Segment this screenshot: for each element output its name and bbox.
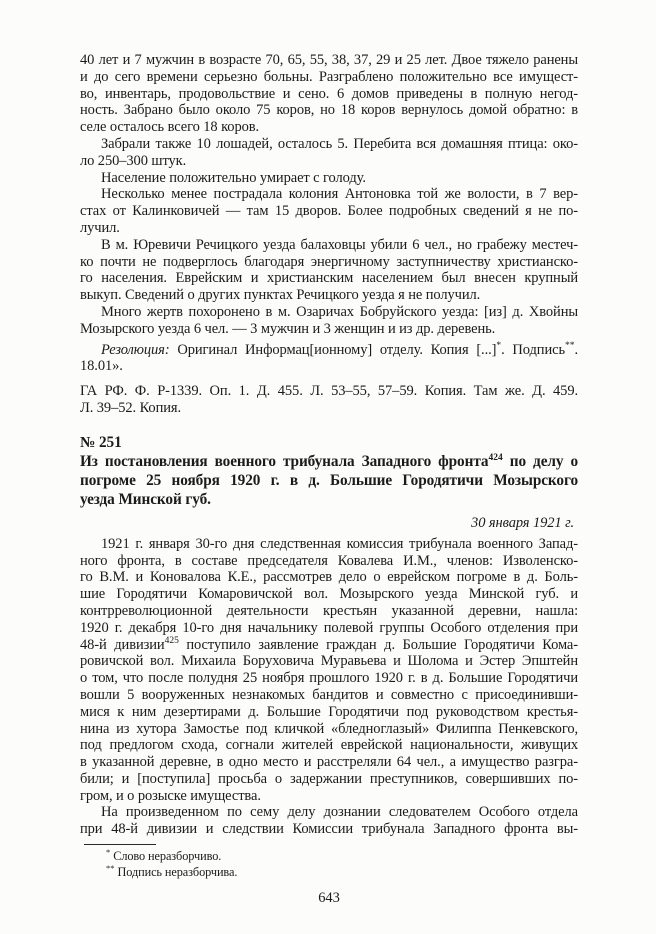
text-line: [80, 287, 578, 304]
text-segment: при 48-й дивизии и следствии Комиссии трибунала Западного фронта вы-: [80, 821, 578, 838]
text-segment: ло 250–300 штук.: [80, 152, 187, 169]
text-segment: по делу о: [502, 452, 579, 470]
text-segment: 40 лет и 7 мужчин в возрасте 70, 65, 55, 38, 37, 29 и 25 лет. Двое тяжело ранены: [80, 52, 578, 68]
text-line: [80, 553, 578, 570]
text-segment: Л. 39–52. Копия.: [80, 399, 181, 416]
footnote-text: Подпись неразборчива.: [114, 864, 238, 879]
text-line: [80, 687, 578, 704]
text-segment: стах от Калинковичей — там 15 дворов. Более подробных сведений я не по-: [80, 203, 578, 220]
text-segment: Много жертв похоронено в м. Озаричах Бобруйского уезда: [из] д. Хвойны: [101, 303, 578, 320]
text-line: [80, 170, 578, 187]
text-line: [80, 220, 578, 237]
text-line: [80, 788, 578, 805]
footnote-marker: *: [106, 846, 111, 857]
text-segment: выкуп. Сведений о других пунктах Речицкого уезда я не получил.: [80, 287, 481, 304]
text-segment: вошли 5 вооруженных незнакомых бандитов и совместно с присоединивши-: [80, 686, 578, 703]
text-segment: под предлогом схода, согнали жителей еврейской национальности, живущих: [80, 737, 578, 754]
text-line: [80, 653, 578, 670]
text-segment: лучил.: [80, 219, 120, 236]
text-line: [80, 620, 578, 637]
text-segment: го В.М. и Коновалова К.Е., рассмотрев дело о еврейском погроме в д. Боль-: [80, 569, 578, 586]
paragraph: [80, 237, 578, 304]
text-segment: № 251: [80, 433, 122, 451]
text-segment: во, инвентарь, продовольствие и сено. 6 домов приведены в полную негод-: [80, 85, 578, 102]
footnote-list: [80, 846, 578, 880]
text-line: [80, 358, 578, 375]
text-segment: и до сего времени серьезно больны. Разграблено положительно все имущест-: [80, 68, 578, 85]
text-line: [80, 771, 578, 788]
footnote-divider: [84, 844, 156, 845]
footnotes-section: [80, 844, 578, 880]
paragraph: [80, 804, 578, 838]
text-segment: Из постановления военного трибунала Западного фронта: [80, 452, 489, 470]
text-line: [80, 237, 578, 254]
paragraph: [80, 52, 578, 136]
text-line: [80, 102, 578, 119]
text-line: [80, 490, 578, 509]
text-line: [80, 515, 578, 532]
text-line: [80, 400, 578, 417]
text-segment: нина из хутора Замостье под кличкой «бледноглазый» Филиппа Пенкевского,: [80, 720, 578, 737]
text-segment: 1921 г. января 30-го дня следственная комиссия трибунала военного Запад-: [101, 535, 578, 552]
footnote: [80, 862, 578, 881]
text-segment: били; и [поступила] просьба о задержании преступников, совершивших по-: [80, 770, 578, 787]
page-content: [80, 52, 578, 907]
paragraph: [80, 342, 578, 376]
text-segment: о том, что после полудня 25 ноября прошлого 1920 г. в д. Большие Городятичи: [80, 670, 578, 687]
footnote-ref: 424: [488, 452, 503, 463]
text-line: [80, 670, 578, 687]
text-line: [80, 342, 578, 359]
text-segment: го населения. Еврейским и христианским населением был внесен крупный: [80, 270, 578, 287]
text-segment: . Подпись: [501, 341, 565, 358]
text-line: [80, 536, 578, 553]
text-line: [80, 471, 578, 490]
text-line: [80, 569, 578, 586]
text-line: [80, 821, 578, 838]
doc-date: [80, 515, 578, 532]
text-line: [80, 452, 578, 471]
text-line: [80, 321, 578, 338]
text-line: [80, 86, 578, 103]
text-line: [80, 270, 578, 287]
text-segment: На произведенном по сему делу дознании следователем Особого отдела: [101, 804, 578, 821]
text-segment: в указанной деревне, в одно место и расстреляли 64 чел., а имущество разгра-: [80, 754, 578, 771]
text-segment: шие Городятичи Комаровичской вол. Мозырского уезда Минской губ. и: [80, 586, 578, 603]
text-segment: 48-й дивизии: [80, 636, 165, 653]
text-segment: ГА РФ. Ф. Р-1339. Оп. 1. Д. 455. Л. 53–55, 57–59. Копия. Там же. Д. 459.: [80, 383, 578, 400]
text-line: [80, 304, 578, 321]
footnote-ref: **: [564, 340, 575, 351]
text-line: [80, 637, 578, 654]
paragraph: [80, 536, 578, 805]
text-line: [80, 119, 578, 136]
footnote: [80, 846, 578, 865]
footnote-ref: 425: [164, 635, 179, 646]
text-segment: ного фронта, в составе председателя Ковалева И.М., членов: Изволенско-: [80, 552, 578, 569]
text-line: [80, 754, 578, 771]
text-line: [80, 203, 578, 220]
footnote-ref: *: [496, 340, 502, 351]
text-segment: селе осталось всего 18 коров.: [80, 119, 260, 136]
paragraph: [80, 383, 578, 417]
text-segment: уезда Минской губ.: [80, 490, 211, 508]
text-segment: Мозырского уезда 6 чел. — 3 мужчин и 3 женщин и из др. деревень.: [80, 320, 496, 337]
text-line: [80, 721, 578, 738]
text-segment: мися к ним дезертирами д. Большие Городятичи под руководством крестья-: [80, 703, 578, 720]
text-segment: поступило заявление граждан д. Большие Городятичи Кома-: [178, 636, 578, 653]
doc-title: [80, 452, 578, 509]
text-segment: погроме 25 ноября 1920 г. в д. Большие Городятичи Мозырского: [80, 471, 578, 489]
text-segment: Оригинал Информац[ионному] отделу. Копия [...]: [169, 341, 497, 358]
text-line: [80, 186, 578, 203]
text-blocks: [80, 52, 578, 838]
text-line: [80, 737, 578, 754]
paragraph: [80, 170, 578, 187]
text-segment: контрреволюционной деятельности крестьян указанной деревни, нашла:: [80, 602, 578, 619]
text-line: [80, 153, 578, 170]
text-line: [80, 136, 578, 153]
page-number: 643: [318, 890, 340, 907]
text-segment: ность. Забрано было около 75 коров, но 18 коров вернулось домой обратно: в: [80, 102, 578, 119]
text-line: [80, 433, 578, 452]
text-segment: 18.01».: [80, 358, 123, 375]
text-segment: Население положительно умирает с голоду.: [101, 169, 366, 186]
paragraph: [80, 136, 578, 170]
text-line: [80, 69, 578, 86]
text-segment: В м. Юревичи Речицкого уезда балаховцы убили 6 чел., но грабежу местеч-: [101, 236, 578, 253]
text-segment: Несколько менее пострадала колония Антоновка той же волости, в 7 вер-: [101, 186, 578, 203]
footnote-marker: **: [106, 862, 115, 873]
text-line: [80, 603, 578, 620]
text-line: [80, 586, 578, 603]
paragraph: [80, 304, 578, 338]
text-segment: ровичской вол. Михаила Боруховича Муравьева и Шолома и Эстер Эпштейн: [80, 653, 578, 670]
text-segment: гром, и о розыске имущества.: [80, 787, 261, 804]
text-line: [80, 704, 578, 721]
italic-label: Резолюция:: [101, 341, 170, 358]
text-line: [80, 804, 578, 821]
text-segment: ко почти не подверглось благодаря энергичному заступничеству христианско-: [80, 253, 578, 270]
text-line: [80, 52, 578, 69]
text-line: [80, 383, 578, 400]
text-segment: 30 января 1921 г.: [471, 514, 574, 531]
text-segment: 1920 г. декабря 10-го дня начальнику полевой группы Особого отделения при: [80, 619, 578, 636]
text-line: [80, 254, 578, 271]
text-segment: Забрали также 10 лошадей, осталось 5. Перебита вся домашняя птица: око-: [101, 135, 578, 152]
text-segment: .: [574, 341, 578, 358]
footnote-text: Слово неразборчиво.: [110, 849, 222, 864]
paragraph: [80, 186, 578, 236]
doc-number-heading: [80, 433, 578, 452]
